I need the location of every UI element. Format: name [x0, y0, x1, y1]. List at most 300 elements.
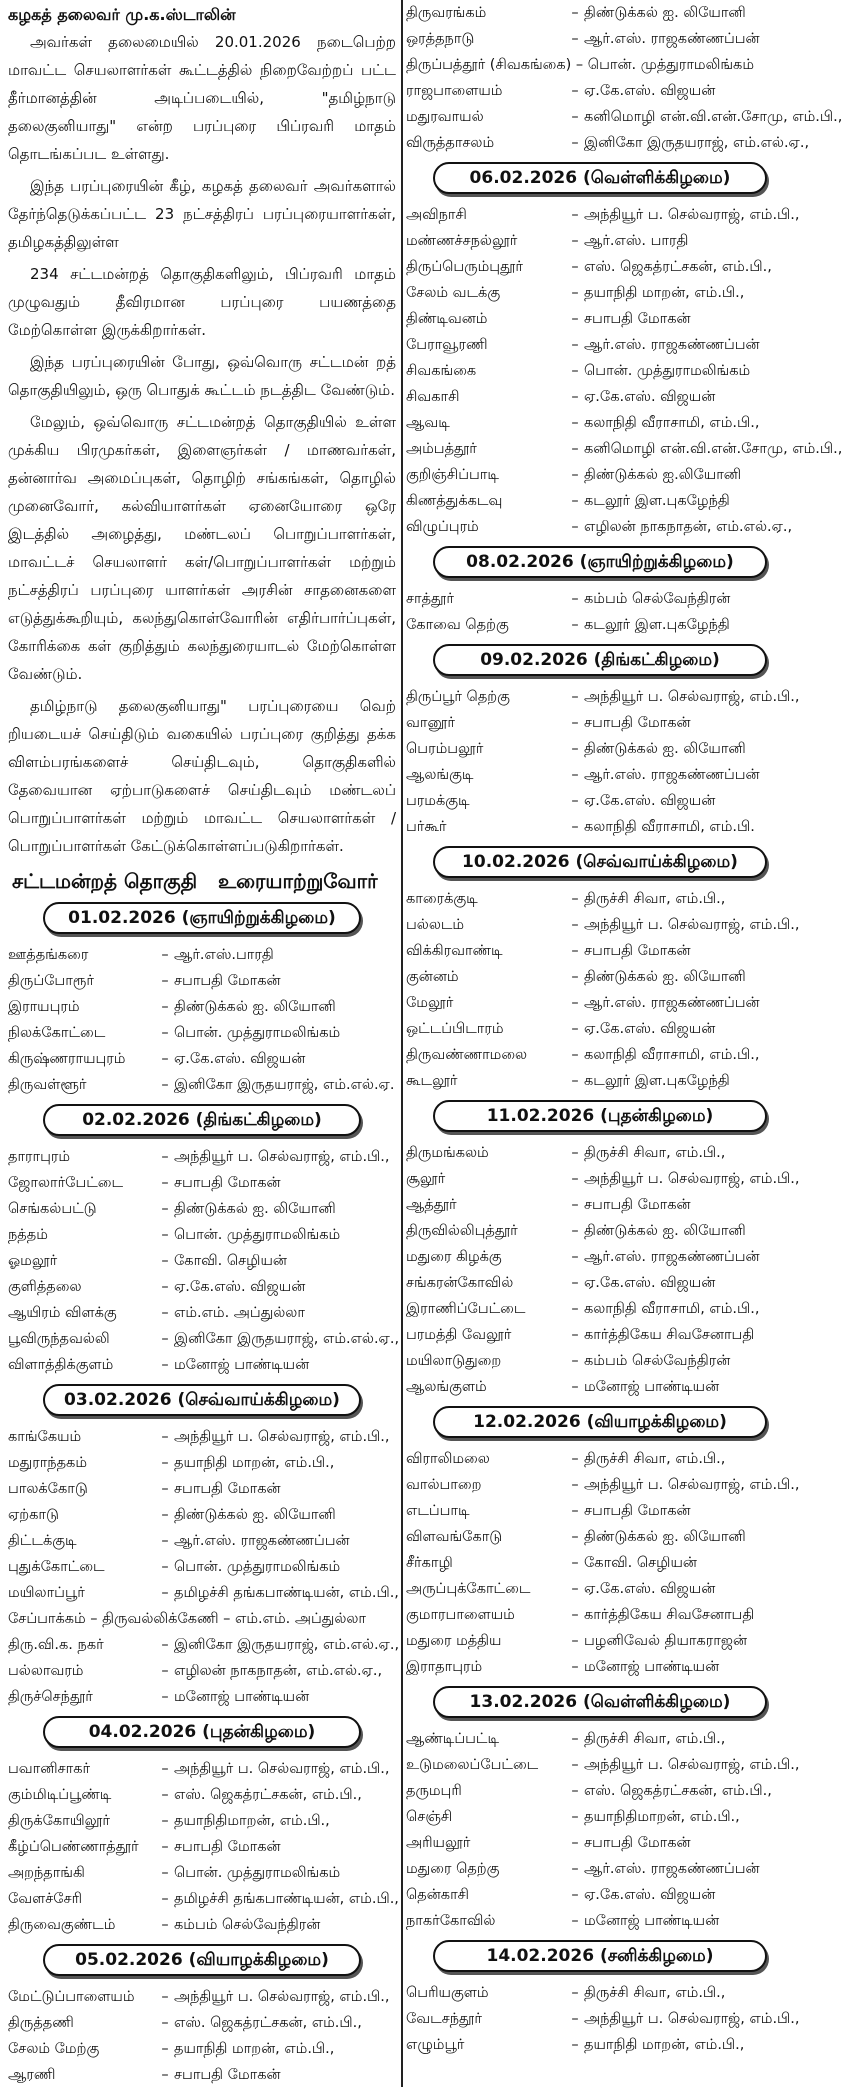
- constituency-name: ஆண்டிப்பட்டி: [406, 1731, 499, 1747]
- schedule-row: [406, 762, 794, 788]
- right-schedule: [406, 162, 842, 2058]
- schedule-row: [8, 1326, 400, 1352]
- constituency-name: ஆவடி: [406, 415, 450, 431]
- dash-separator: –: [571, 943, 579, 959]
- speaker-name: ஏ.கே.எஸ். விஜயன்: [584, 389, 716, 405]
- speaker-name: திண்டுக்கல் ஐ.லியோனி: [584, 467, 742, 483]
- constituency-name: அவிநாசி: [406, 207, 467, 223]
- schedule-row: [8, 1300, 396, 1326]
- schedule-row: [406, 228, 794, 254]
- dash-separator: –: [571, 1913, 579, 1929]
- schedule-row: [406, 1218, 794, 1244]
- left-column: [8, 0, 400, 2088]
- speaker-name: கனிமொழி என்.வி.என்.சோமு, எம்.பி.,: [584, 441, 842, 457]
- constituency-name: திருப்பூர் தெற்கு: [406, 689, 510, 705]
- constituency-name: மதுரவாயல்: [406, 109, 484, 125]
- constituency-name: ஆயிரம் விளக்கு: [8, 1305, 117, 1321]
- date-pill: 14.02.2026 (சனிக்கிழமை): [433, 1940, 767, 1972]
- speaker-name: சபாபதி மோகன்: [584, 1835, 691, 1851]
- schedule-row: [8, 942, 396, 968]
- speaker-name: திண்டுக்கல் ஐ. லியோனி: [584, 1223, 746, 1239]
- dash-separator: –: [571, 1985, 579, 2001]
- dash-separator: –: [571, 337, 579, 353]
- dash-separator: –: [161, 1989, 169, 2005]
- date-pill: 09.02.2026 (திங்கட்கிழமை): [433, 644, 767, 676]
- dash-separator: –: [161, 1533, 169, 1549]
- date-pill: 06.02.2026 (வெள்ளிக்கிழமை): [433, 162, 767, 194]
- speaker-name: மனோஜ் பாண்டியன்: [584, 1659, 720, 1675]
- dash-separator: –: [161, 1787, 169, 1803]
- schedule-row: [406, 788, 794, 814]
- dash-separator: –: [161, 1429, 169, 1445]
- date-pill: 05.02.2026 (வியாழக்கிழமை): [43, 1944, 361, 1976]
- constituency-name: ஆலங்குடி: [406, 767, 474, 783]
- speaker-name: ஏ.கே.எஸ். விஜயன்: [584, 1021, 716, 1037]
- constituency-name: ஜோலார்பேட்டை: [8, 1175, 124, 1191]
- schedule-row: [406, 1576, 794, 1602]
- speaker-name: ஏ.கே.எஸ். விஜயன்: [174, 1051, 306, 1067]
- right-column: [406, 0, 842, 2058]
- intro-paragraph: 234 சட்டமன்றத் தொகுதிகளிலும், பிப்ரவரி மாதம் முழுவதும் தீவிரமான பரப்புரை பயணத்தை மேற்கொள்ள இருக்கிறார்கள்.: [8, 265, 396, 339]
- speaker-name: பொன். முத்துராமலிங்கம்: [174, 1559, 341, 1575]
- constituency-name: பூவிருந்தவல்லி: [8, 1331, 110, 1347]
- right-top-rows: [406, 0, 842, 156]
- dash-separator: –: [161, 1025, 169, 1041]
- dash-separator: –: [571, 233, 579, 249]
- schedule-row: [406, 384, 794, 410]
- speaker-name: பொன். முத்துராமலிங்கம்: [174, 1865, 341, 1881]
- column-divider: [401, 0, 403, 2087]
- schedule-row: [8, 1020, 396, 1046]
- constituency-name: நிலக்கோட்டை: [8, 1025, 106, 1041]
- constituency-name: திருச்செந்தூர்: [8, 1689, 93, 1705]
- schedule-row: [406, 1856, 794, 1882]
- headline: கழகத் தலைவர் மு.க.ஸ்டாலின்: [8, 5, 236, 24]
- schedule-row: [406, 26, 794, 52]
- speaker-name: ஆர்.எஸ். ராஜகண்ணப்பன்: [584, 337, 760, 353]
- speaker-name: திண்டுக்கல் ஐ. லியோனி: [174, 999, 336, 1015]
- speaker-name: அந்தியூர் ப. செல்வராஜ், எம்.பி.,: [174, 1761, 390, 1777]
- dash-separator: –: [571, 5, 579, 21]
- speaker-name: திண்டுக்கல் ஐ. லியோனி: [584, 969, 746, 985]
- speaker-name: திருச்சி சிவா, எம்.பி.,: [584, 1985, 726, 2001]
- dash-separator: –: [571, 1451, 579, 1467]
- constituency-name: திண்டிவனம்: [406, 311, 488, 327]
- dash-separator: –: [571, 1145, 579, 1161]
- constituency-name: தென்காசி: [406, 1887, 469, 1903]
- constituency-name: திருத்தணி: [8, 2015, 74, 2031]
- date-pill: 04.02.2026 (புதன்கிழமை): [43, 1716, 361, 1748]
- schedule-row: [406, 1830, 794, 1856]
- constituency-name: ஓமலூர்: [8, 1253, 58, 1269]
- dash-separator: –: [571, 31, 579, 47]
- speaker-name: எழிலன் நாகநாதன், எம்.எல்.ஏ.,: [174, 1663, 383, 1679]
- constituency-name: தாராபுரம்: [8, 1149, 71, 1165]
- speaker-name: திருச்சி சிவா, எம்.பி.,: [584, 1145, 726, 1161]
- dash-separator: –: [571, 1757, 579, 1773]
- dash-separator: –: [571, 1659, 579, 1675]
- schedule-row: [406, 938, 794, 964]
- speaker-name: திருச்சி சிவா, எம்.பி.,: [584, 1451, 726, 1467]
- schedule-row: [406, 1042, 794, 1068]
- constituency-name: குன்னம்: [406, 969, 459, 985]
- speaker-name: ஏ.கே.எஸ். விஜயன்: [584, 793, 716, 809]
- intro-paragraph: மேலும், ஒவ்வொரு சட்டமன்றத் தொகுதியில் உள்ள முக்கிய பிரமுகர்கள், இளைஞர்கள் / மாணவர்கள், தன்னார்வ அமைப்புகள், தொழிற் சங்கங்கள், தொழில் முனைவோர், கல்வியாளர்கள் ஏனையோரை ஒரே இடத்தில் அழைத்து, மண்டலப் பொறுப்பாளர்கள், மாவட்டச் செயலாளர் கள்/பொறுப்பாளர்கள் மற்றும் நட்சத்திரப் பரப்புரை யாளர்கள் அரசின் சாதனைகளை எடுத்துக்கூறியும், கலந்துகொள்வோரின் எதிர்பார்ப்புகள், கோரிக்கை கள் குறித்தும் கலந்துரையாடல் மேற்கொள்ள வேண்டும்.: [8, 413, 396, 683]
- constituency-name: மண்ணச்சநல்லூர்: [406, 233, 518, 249]
- schedule-row: [406, 1068, 794, 1094]
- dash-separator: –: [571, 1809, 579, 1825]
- constituency-name: சங்கரன்கோவில்: [406, 1275, 514, 1291]
- constituency-name: திருப்போரூர்: [8, 973, 94, 989]
- dash-separator: –: [571, 259, 579, 275]
- schedule-row: [8, 1274, 396, 1300]
- schedule-row: [406, 1192, 794, 1218]
- speaker-name: சபாபதி மோகன்: [584, 1197, 691, 1213]
- dash-separator: –: [571, 1529, 579, 1545]
- constituency-name: திருவள்ளூர்: [8, 1077, 87, 1093]
- schedule-row: [406, 2006, 800, 2032]
- constituency-name: கூடலூர்: [406, 1073, 458, 1089]
- speaker-name: தயாநிதிமாறன், எம்.பி.,: [174, 1813, 330, 1829]
- speaker-name: கோவி. செழியன்: [584, 1555, 697, 1571]
- dash-separator: –: [161, 1865, 169, 1881]
- dash-separator: –: [571, 1477, 579, 1493]
- speaker-name: ஏ.கே.எஸ். விஜயன்: [174, 1279, 306, 1295]
- speaker-name: அந்தியூர் ப. செல்வராஜ், எம்.பி.,: [584, 689, 800, 705]
- speaker-name: அந்தியூர் ப. செல்வராஜ், எம்.பி.,: [584, 917, 800, 933]
- speaker-name: கடலூர் இள.புகழேந்தி: [584, 617, 730, 633]
- speaker-name: ஆர்.எஸ். ராஜகண்ணப்பன்: [584, 31, 760, 47]
- intro-text: [8, 28, 396, 860]
- constituency-name: இராதாபுரம்: [406, 1659, 483, 1675]
- constituency-name: திருவில்லிபுத்தூர்: [406, 1223, 518, 1239]
- speaker-name: திண்டுக்கல் ஐ. லியோனி: [174, 1201, 336, 1217]
- speaker-name: தயாநிதி மாறன், எம்.பி.,: [584, 285, 745, 301]
- constituency-name: திருவரங்கம்: [406, 5, 487, 21]
- speaker-name: மனோஜ் பாண்டியன்: [584, 1913, 720, 1929]
- constituency-name: எடப்பாடி: [406, 1503, 470, 1519]
- schedule-row: [406, 1166, 800, 1192]
- constituency-name: திருவைகுண்டம்: [8, 1917, 116, 1933]
- date-pill: 08.02.2026 (ஞாயிற்றுக்கிழமை): [433, 546, 767, 578]
- constituency-name: மேட்டுப்பாளையம்: [8, 1989, 135, 2005]
- schedule-row: [406, 332, 794, 358]
- constituency-name: காங்கேயம்: [8, 1429, 82, 1445]
- dash-separator: –: [571, 1275, 579, 1291]
- constituency-name: புதுக்கோட்டை: [8, 1559, 105, 1575]
- speaker-name: கலாநிதி வீராசாமி, எம்.பி.,: [584, 1301, 760, 1317]
- dash-separator: –: [571, 1379, 579, 1395]
- dash-separator: –: [161, 1279, 169, 1295]
- constituency-name: பவானிசாகர்: [8, 1761, 91, 1777]
- schedule-row: [8, 1684, 396, 1710]
- dash-separator: –: [571, 1503, 579, 1519]
- dash-separator: –: [161, 1891, 169, 1907]
- speaker-name: எஸ். ஜெகத்ரட்சகன், எம்.பி.,: [174, 1787, 362, 1803]
- speaker-name: இனிகோ இருதயராஜ், எம்.எல்.ஏ.: [174, 1077, 395, 1093]
- intro-paragraph: அவர்கள் தலைமையில் 20.01.2026 நடைபெற்ற மாவட்ட செயலாளர்கள் கூட்டத்தில் நிறைவேற்றப் பட்ட தீர்மானத்தின் அடிப்படையில், "தமிழ்நாடு தலைகுனியாது" என்ற பரப்புரை பிப்ரவரி மாதம் தொடங்கப்பட உள்ளது.: [8, 33, 396, 163]
- speaker-name: கார்த்திகேய சிவசேனாபதி: [584, 1607, 755, 1623]
- dash-separator: –: [161, 2041, 169, 2057]
- speaker-name: பொன். முத்துராமலிங்கம்: [174, 1227, 341, 1243]
- speaker-name: எஸ். ஜெகத்ரட்சகன், எம்.பி.,: [174, 2015, 362, 2031]
- speaker-name: திருச்சி சிவா, எம்.பி.,: [584, 1731, 726, 1747]
- schedule-row: [8, 968, 396, 994]
- dash-separator: –: [161, 1305, 169, 1321]
- constituency-name: அம்பத்தூர்: [406, 441, 477, 457]
- speaker-name: அந்தியூர் ப. செல்வராஜ், எம்.பி.,: [584, 1171, 800, 1187]
- schedule-row: [8, 1554, 396, 1580]
- dash-separator: –: [571, 1223, 579, 1239]
- constituency-name: பாலக்கோடு: [8, 1481, 88, 1497]
- schedule-row: [406, 254, 794, 280]
- dash-separator: –: [161, 1689, 169, 1705]
- speaker-name: அந்தியூர் ப. செல்வராஜ், எம்.பி.,: [584, 207, 800, 223]
- constituency-name: ஆத்தூர்: [406, 1197, 457, 1213]
- dash-separator: –: [571, 1555, 579, 1571]
- schedule-row: [8, 1170, 396, 1196]
- speaker-name: ஆர்.எஸ். ராஜகண்ணப்பன்: [584, 1249, 760, 1265]
- dash-separator: –: [571, 207, 579, 223]
- dash-separator: –: [571, 493, 579, 509]
- constituency-name: ஊத்தங்கரை: [8, 947, 89, 963]
- schedule-row: [8, 2010, 396, 2036]
- schedule-row: [406, 78, 794, 104]
- schedule-row: [8, 1808, 396, 1834]
- speaker-name: தமிழச்சி தங்கபாண்டியன், எம்.பி.,: [174, 1585, 399, 1601]
- schedule-row: [406, 684, 800, 710]
- speaker-name: அந்தியூர் ப. செல்வராஜ், எம்.பி.,: [584, 1757, 800, 1773]
- constituency-name: குமாரபாளையம்: [406, 1607, 515, 1623]
- constituency-name: மதுராந்தகம்: [8, 1455, 87, 1471]
- dash-separator: –: [571, 2011, 579, 2027]
- dash-separator: –: [571, 1021, 579, 1037]
- schedule-row: [8, 1222, 396, 1248]
- dash-separator: –: [161, 1077, 169, 1093]
- constituency-name: எழும்பூர்: [406, 2037, 465, 2053]
- constituency-name: குளித்தலை: [8, 1279, 82, 1295]
- dash-separator: –: [571, 1633, 579, 1649]
- schedule-row: [8, 1834, 396, 1860]
- speaker-name: அந்தியூர் ப. செல்வராஜ், எம்.பி.,: [174, 1429, 390, 1445]
- constituency-name: கும்மிடிப்பூண்டி: [8, 1787, 112, 1803]
- dash-separator: –: [161, 1455, 169, 1471]
- dash-separator: –: [571, 1353, 579, 1369]
- constituency-name: திரு.வி.க. நகர்: [8, 1637, 104, 1653]
- constituency-name: திருக்கோயிலூர்: [8, 1813, 110, 1829]
- speaker-name: சபாபதி மோகன்: [584, 311, 691, 327]
- schedule-row: [406, 1140, 794, 1166]
- speaker-name: சபாபதி மோகன்: [584, 715, 691, 731]
- constituency-name: மதுரை கிழக்கு: [406, 1249, 502, 1265]
- dash-separator: –: [571, 363, 579, 379]
- schedule-row: [8, 1886, 399, 1912]
- schedule-row: [406, 990, 794, 1016]
- schedule-row: [8, 1450, 396, 1476]
- schedule-row: [8, 2062, 396, 2088]
- schedule-row: [8, 1756, 396, 1782]
- dash-separator: –: [571, 1887, 579, 1903]
- schedule-row: [406, 1270, 794, 1296]
- speaker-name: கம்பம் செல்வேந்திரன்: [174, 1917, 321, 1933]
- constituency-name: வானூர்: [406, 715, 456, 731]
- dash-separator: –: [161, 2067, 169, 2083]
- constituency-name: விளவங்கோடு: [406, 1529, 503, 1545]
- dash-separator: –: [571, 1783, 579, 1799]
- schedule-row: [406, 488, 794, 514]
- schedule-row: [406, 1550, 794, 1576]
- schedule-row: [8, 1196, 396, 1222]
- schedule-row: [406, 1472, 800, 1498]
- constituency-name: சிவகங்கை: [406, 363, 477, 379]
- schedule-row: [406, 1980, 794, 2006]
- constituency-name: மயிலாப்பூர்: [8, 1585, 85, 1601]
- schedule-row: [8, 1528, 396, 1554]
- constituency-name: சிவகாசி: [406, 389, 460, 405]
- schedule-row: [406, 1498, 794, 1524]
- dash-separator: –: [161, 1331, 169, 1347]
- constituency-name: சீர்காழி: [406, 1555, 453, 1571]
- schedule-row: [406, 710, 794, 736]
- schedule-row: [406, 814, 794, 840]
- dash-separator: –: [571, 389, 579, 405]
- schedule-row: [8, 1476, 396, 1502]
- date-pill: 02.02.2026 (திங்கட்கிழமை): [43, 1104, 361, 1136]
- date-pill: 13.02.2026 (வெள்ளிக்கிழமை): [433, 1686, 767, 1718]
- speaker-name: ஆர்.எஸ். ராஜகண்ணப்பன்: [584, 767, 760, 783]
- dash-separator: –: [571, 519, 579, 535]
- dash-separator: –: [161, 1917, 169, 1933]
- dash-separator: –: [161, 1149, 169, 1165]
- dash-separator: –: [161, 1227, 169, 1243]
- constituency-name: திட்டக்குடி: [8, 1533, 77, 1549]
- schedule-row: [406, 1726, 794, 1752]
- speaker-name: கம்பம் செல்வேந்திரன்: [584, 591, 731, 607]
- schedule-row: [406, 1296, 794, 1322]
- dash-separator: –: [571, 793, 579, 809]
- constituency-name: ராஜபாளையம்: [406, 83, 503, 99]
- constituency-name: விழுப்புரம்: [406, 519, 479, 535]
- dash-separator: –: [161, 1839, 169, 1855]
- constituency-name: கிருஷ்ணராயபுரம்: [8, 1051, 126, 1067]
- speaker-name: எஸ். ஜெகத்ரட்சகன், எம்.பி.,: [584, 259, 772, 275]
- dash-separator: –: [571, 617, 579, 633]
- constituency-name: வேளச்சேரி: [8, 1891, 83, 1907]
- constituency-name: ஆலங்குளம்: [406, 1379, 487, 1395]
- dash-separator: –: [571, 591, 579, 607]
- date-pill: 01.02.2026 (ஞாயிற்றுக்கிழமை): [43, 902, 361, 934]
- dash-separator: –: [161, 1761, 169, 1777]
- schedule-row: [406, 1244, 794, 1270]
- dash-separator: –: [161, 1559, 169, 1575]
- schedule-row: [8, 1984, 396, 2010]
- speaker-name: ஆர்.எஸ். ராஜகண்ணப்பன்: [584, 1861, 760, 1877]
- constituency-name: பெரம்பலூர்: [406, 741, 484, 757]
- schedule-row: [8, 1502, 396, 1528]
- dash-separator: –: [571, 969, 579, 985]
- dash-separator: –: [571, 1835, 579, 1851]
- constituency-name: உடுமலைப்பேட்டை: [406, 1757, 539, 1773]
- dash-separator: –: [571, 1581, 579, 1597]
- intro-paragraph: தமிழ்நாடு தலைகுனியாது" பரப்புரையை வெற் றியடையச் செய்திடும் வகையில் பரப்புரை குறித்து தக்க விளம்பரங்களைச் செய்திடவும், தொகுதிகளில் தேவையான ஏற்பாடுகளைச் செய்திடவும் மண்டலப் பொறுப்பாளர்கள் மற்றும் மாவட்ட செயலாளர்கள் / பொறுப்பாளர்கள் கேட்டுக்கொள்ளப்படுகிறார்கள்.: [8, 697, 396, 855]
- schedule-row: [8, 994, 396, 1020]
- dash-separator: –: [571, 819, 579, 835]
- speaker-name: ஆர்.எஸ். ராஜகண்ணப்பன்: [174, 1533, 350, 1549]
- speaker-name: திண்டுக்கல் ஐ. லியோனி: [584, 5, 746, 21]
- constituency-name: அரியலூர்: [406, 1835, 471, 1851]
- dash-separator: –: [161, 1175, 169, 1191]
- dash-separator: –: [161, 1253, 169, 1269]
- dash-separator: –: [161, 1637, 169, 1653]
- dash-separator: –: [571, 1073, 579, 1089]
- constituency-name: கிணத்துக்கடவு: [406, 493, 503, 509]
- speaker-name: அந்தியூர் ப. செல்வராஜ், எம்.பி.,: [584, 1477, 800, 1493]
- dash-separator: –: [161, 973, 169, 989]
- dash-separator: –: [161, 1357, 169, 1373]
- left-schedule: [8, 902, 400, 2088]
- constituency-name: பல்லடம்: [406, 917, 465, 933]
- constituency-name: ஒட்டப்பிடாரம்: [406, 1021, 504, 1037]
- constituency-name: சேப்பாக்கம் – திருவல்லிக்கேணி – எம்.எம். அப்துல்லா: [8, 1611, 366, 1627]
- constituency-name: விராலிமலை: [406, 1451, 490, 1467]
- schedule-row: [406, 1778, 794, 1804]
- speaker-name: இனிகோ இருதயராஜ், எம்.எல்.ஏ.,: [174, 1331, 400, 1347]
- constituency-name: சேலம் வடக்கு: [406, 285, 501, 301]
- speaker-name: சபாபதி மோகன்: [174, 1175, 281, 1191]
- schedule-row: [406, 410, 794, 436]
- speaker-name: பொன். முத்துராமலிங்கம்: [584, 363, 751, 379]
- speaker-name: இனிகோ இருதயராஜ், எம்.எல்.ஏ.,: [174, 1637, 400, 1653]
- schedule-row: [406, 130, 810, 156]
- dash-separator: –: [571, 1327, 579, 1343]
- dash-separator: –: [571, 917, 579, 933]
- dash-separator: –: [571, 1607, 579, 1623]
- dash-separator: –: [161, 1481, 169, 1497]
- schedule-row: [8, 1606, 396, 1632]
- date-pill: 12.02.2026 (வியாழக்கிழமை): [433, 1406, 767, 1438]
- constituency-name: திருப்பெரும்புதூர்: [406, 259, 523, 275]
- speaker-name: திண்டுக்கல் ஐ. லியோனி: [584, 1529, 746, 1545]
- constituency-name: அருப்புக்கோட்டை: [406, 1581, 531, 1597]
- dash-separator: –: [571, 285, 579, 301]
- constituency-name: அறந்தாங்கி: [8, 1865, 85, 1881]
- dash-separator: –: [571, 1731, 579, 1747]
- constituency-name: பரமக்குடி: [406, 793, 470, 809]
- schedule-row: [8, 1658, 396, 1684]
- schedule-row: [8, 1424, 396, 1450]
- constituency-name: வால்பாறை: [406, 1477, 482, 1493]
- dash-separator: –: [571, 109, 579, 125]
- schedule-row: [406, 886, 794, 912]
- constituency-name: மதுரை மத்திய: [406, 1633, 502, 1649]
- constituency-name: கோவை தெற்கு: [406, 617, 509, 633]
- schedule-row: [406, 1524, 794, 1550]
- dash-separator: –: [571, 441, 579, 457]
- schedule-row: [406, 612, 794, 638]
- speaker-name: சபாபதி மோகன்: [174, 1481, 281, 1497]
- constituency-name: பேராவூரணி: [406, 337, 488, 353]
- dash-separator: –: [571, 83, 579, 99]
- dash-separator: –: [161, 1663, 169, 1679]
- speaker-name: மனோஜ் பாண்டியன்: [174, 1689, 310, 1705]
- schedule-row: [406, 1016, 794, 1042]
- dash-separator: –: [571, 2037, 579, 2053]
- schedule-row: [406, 1602, 794, 1628]
- constituency-name: பர்கூர்: [406, 819, 447, 835]
- constituency-name: இராணிப்பேட்டை: [406, 1301, 526, 1317]
- constituency-name: மதுரை தெற்கு: [406, 1861, 500, 1877]
- constituency-name: சாத்தூர்: [406, 591, 454, 607]
